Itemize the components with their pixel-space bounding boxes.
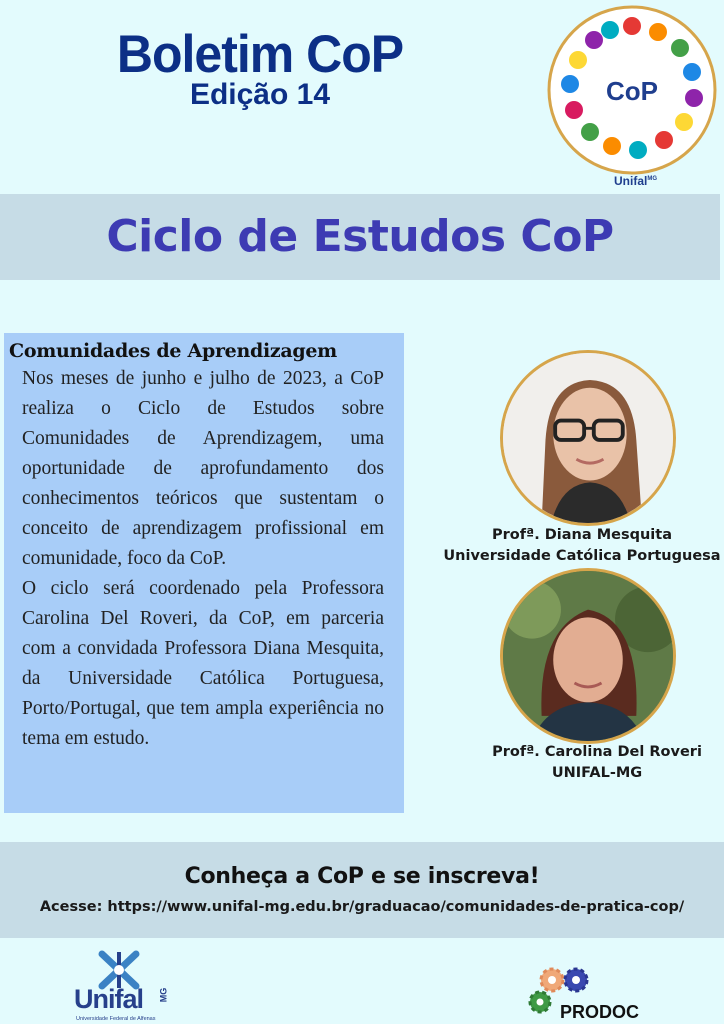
portrait-icon xyxy=(503,571,673,741)
cop-logo xyxy=(546,4,718,176)
prodoc-word: PRODOC xyxy=(560,1002,640,1022)
unifal-word: Unifal xyxy=(74,984,144,1014)
edition-label: Edição 14 xyxy=(189,78,331,111)
speaker-name: Profª. Carolina Del Roveri xyxy=(492,744,702,760)
info-heading: Comunidades de Aprendizagem xyxy=(9,340,337,362)
study-cycle-banner xyxy=(0,194,720,280)
learning-communities-box xyxy=(4,333,404,813)
speaker-photo-diana xyxy=(500,350,676,526)
speaker-caption-diana xyxy=(440,525,724,567)
speaker-name: Profª. Diana Mesquita xyxy=(491,527,672,543)
signup-cta: Conheça a CoP e se inscreva! xyxy=(184,864,540,889)
bulletin-title: Boletim CoP xyxy=(116,24,404,84)
cop-logo-caption xyxy=(614,174,657,188)
unifal-subtitle: Universidade Federal de Alfenas xyxy=(76,1016,156,1022)
cop-logo-caption-suffix: MG xyxy=(647,176,658,182)
signup-band xyxy=(0,842,724,938)
speaker-photo-carolina xyxy=(500,568,676,744)
info-body xyxy=(4,362,404,754)
bulletin-title-block xyxy=(100,26,420,112)
info-paragraph-1: Nos meses de junho e julho de 2023, a CoP realiza o Ciclo de Estudos sobre Comunidades de Aprendizagem, uma oportunidade de aprofundamento dos conhecimentos teóricos que sustentam o conceito de aprendizagem profissional em comunidade, foco da CoP. xyxy=(22,368,384,569)
info-paragraph-2: O ciclo será coordenado pela Professora Carolina Del Roveri, da CoP, em parceria com a convidada Professora Diana Mesquita, da Universidade Católica Portuguesa, Porto/Portugal, que tem ampla experiência no tema em estudo. xyxy=(22,578,384,749)
signup-url-link[interactable]: Acesse: https://www.unifal-mg.edu.br/graduacao/comunidades-de-pratica-cop/ xyxy=(39,899,685,915)
cop-logo-caption-text: Unifal xyxy=(614,174,648,188)
speaker-caption-carolina xyxy=(480,742,714,784)
speaker-affiliation: UNIFAL-MG xyxy=(551,765,643,781)
prodoc-logo xyxy=(526,966,666,1024)
banner-title: Ciclo de Estudos CoP xyxy=(106,211,614,262)
speaker-affiliation: Universidade Católica Portuguesa xyxy=(443,548,721,564)
portrait-icon xyxy=(503,353,673,523)
cop-logo-icon xyxy=(546,4,718,176)
cop-logo-label: CoP xyxy=(606,76,658,106)
unifal-mg: MG xyxy=(158,987,169,1003)
unifal-logo xyxy=(70,950,170,1022)
